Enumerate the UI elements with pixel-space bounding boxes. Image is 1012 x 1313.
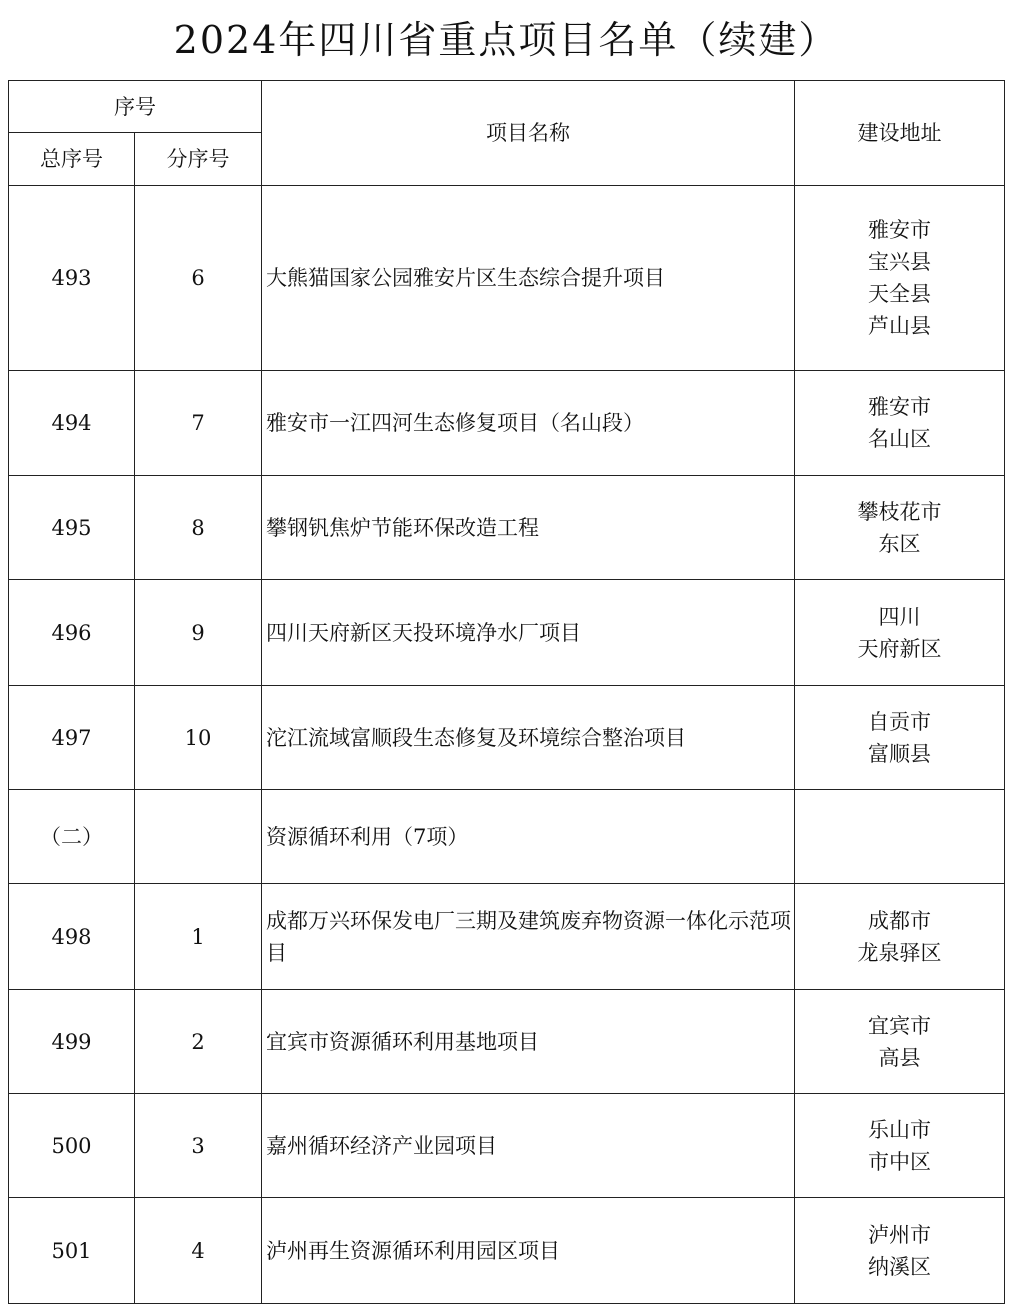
total-seq-cell: 493 xyxy=(9,186,135,371)
location-line: 富顺县 xyxy=(868,741,931,766)
sub-seq-cell: 8 xyxy=(135,476,262,580)
page-title: 2024年四川省重点项目名单（续建） xyxy=(173,18,839,62)
table-row xyxy=(9,580,1005,686)
project-name-cell: 雅安市一江四河生态修复项目（名山段） xyxy=(262,371,795,476)
total-seq-cell: 494 xyxy=(9,371,135,476)
location-line: 纳溪区 xyxy=(868,1254,931,1279)
location-cell xyxy=(795,1094,1005,1198)
project-name-cell: 沱江流域富顺段生态修复及环境综合整治项目 xyxy=(262,686,795,790)
sub-seq-cell: 4 xyxy=(135,1198,262,1304)
project-name-cell: 成都万兴环保发电厂三期及建筑废弃物资源一体化示范项目 xyxy=(262,884,795,990)
sub-seq-cell: 3 xyxy=(135,1094,262,1198)
header-sub-seq: 分序号 xyxy=(135,133,262,186)
project-name-cell: 资源循环利用（7项） xyxy=(262,790,795,884)
location-line: 泸州市 xyxy=(868,1222,931,1247)
location-cell xyxy=(795,686,1005,790)
table-row xyxy=(9,476,1005,580)
sub-seq-cell: 2 xyxy=(135,990,262,1094)
project-table xyxy=(8,80,1005,1304)
project-name-cell: 嘉州循环经济产业园项目 xyxy=(262,1094,795,1198)
table-row xyxy=(9,990,1005,1094)
location-line: 天府新区 xyxy=(857,636,942,661)
location-cell xyxy=(795,884,1005,990)
table-row xyxy=(9,1094,1005,1198)
total-seq-cell: 495 xyxy=(9,476,135,580)
header-project-name: 项目名称 xyxy=(262,81,795,186)
sub-seq-cell xyxy=(135,790,262,884)
location-line: 宜宾市 xyxy=(868,1013,931,1038)
location-line: 乐山市 xyxy=(868,1117,931,1142)
sub-seq-cell: 10 xyxy=(135,686,262,790)
location-line: 东区 xyxy=(878,531,921,556)
location-line: 雅安市 xyxy=(868,218,931,242)
location-line: 芦山县 xyxy=(868,314,931,338)
header-seq-group: 序号 xyxy=(9,81,262,133)
header-location: 建设地址 xyxy=(795,81,1005,186)
location-cell xyxy=(795,371,1005,476)
location-cell xyxy=(795,1198,1005,1304)
table-row xyxy=(9,186,1005,371)
location-cell xyxy=(795,580,1005,686)
total-seq-cell: 499 xyxy=(9,990,135,1094)
location-line: 高县 xyxy=(878,1045,921,1070)
location-line: 市中区 xyxy=(868,1149,931,1174)
location-cell xyxy=(795,476,1005,580)
location-line: 自贡市 xyxy=(868,709,931,734)
location-line: 雅安市 xyxy=(868,395,931,419)
location-cell xyxy=(795,186,1005,371)
total-seq-cell: 500 xyxy=(9,1094,135,1198)
location-line: 攀枝花市 xyxy=(857,499,942,524)
table-row xyxy=(9,686,1005,790)
sub-seq-cell: 7 xyxy=(135,371,262,476)
project-name-cell: 泸州再生资源循环利用园区项目 xyxy=(262,1198,795,1304)
total-seq-cell: 496 xyxy=(9,580,135,686)
location-line: 天全县 xyxy=(868,282,931,306)
location-line: 四川 xyxy=(878,604,921,629)
total-seq-cell: 497 xyxy=(9,686,135,790)
sub-seq-cell: 6 xyxy=(135,186,262,371)
sub-seq-cell: 9 xyxy=(135,580,262,686)
location-line: 龙泉驿区 xyxy=(857,940,942,965)
project-name-cell: 宜宾市资源循环利用基地项目 xyxy=(262,990,795,1094)
sub-seq-cell: 1 xyxy=(135,884,262,990)
total-seq-cell: 498 xyxy=(9,884,135,990)
location-line: 宝兴县 xyxy=(868,250,931,274)
location-line: 成都市 xyxy=(868,908,931,933)
table-row xyxy=(9,790,1005,884)
total-seq-cell: （二） xyxy=(9,790,135,884)
location-cell xyxy=(795,990,1005,1094)
location-line: 名山区 xyxy=(868,427,931,451)
table-row xyxy=(9,884,1005,990)
total-seq-cell: 501 xyxy=(9,1198,135,1304)
project-name-cell: 四川天府新区天投环境净水厂项目 xyxy=(262,580,795,686)
project-name-cell: 大熊猫国家公园雅安片区生态综合提升项目 xyxy=(262,186,795,371)
header-total-seq: 总序号 xyxy=(9,133,135,186)
location-cell xyxy=(795,790,1005,884)
table-row xyxy=(9,1198,1005,1304)
project-name-cell: 攀钢钒焦炉节能环保改造工程 xyxy=(262,476,795,580)
table-row xyxy=(9,371,1005,476)
